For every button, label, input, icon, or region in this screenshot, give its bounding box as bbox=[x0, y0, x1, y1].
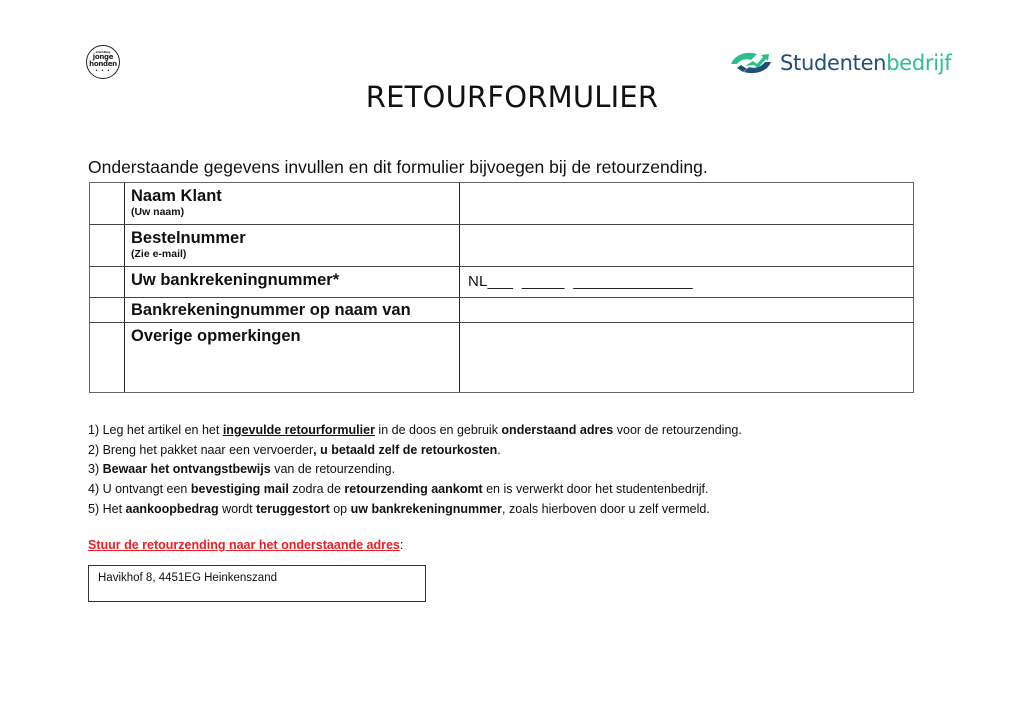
jonge-honden-stamp-logo bbox=[86, 45, 120, 79]
row-index-cell bbox=[90, 225, 125, 266]
send-to-label: Stuur de retourzending naar het onderstaande adres bbox=[88, 538, 400, 552]
field-label: Uw bankrekeningnummer* bbox=[131, 271, 340, 289]
instruction-list bbox=[88, 421, 742, 520]
form-row-bank-account bbox=[90, 267, 913, 298]
iban-placeholder: NL___ _____ ______________ bbox=[468, 273, 693, 290]
return-form-table bbox=[89, 182, 914, 393]
return-address-box: Havikhof 8, 4451EG Heinkenszand bbox=[88, 565, 426, 602]
field-label: Bankrekeningnummer op naam van bbox=[131, 301, 411, 319]
intro-text: Onderstaande gegevens invullen en dit formulier bijvoegen bij de retourzending. bbox=[88, 157, 708, 177]
stamp-line-1: jonge bbox=[92, 53, 114, 61]
brand-name: Studentenbedrijf bbox=[780, 51, 952, 75]
instruction-step-5: 5) Het aankoopbedrag wordt teruggestort op uw bankrekeningnummer, zoals hierboven door u zelf vermeld. bbox=[88, 501, 710, 516]
stamp-line-2: honden bbox=[89, 60, 117, 68]
instruction-step-1: 1) Leg het artikel en het ingevulde retourformulier in de doos en gebruik onderstaand adres voor de retourzending. bbox=[88, 423, 742, 437]
row-index-cell bbox=[90, 183, 125, 224]
row-label-cell bbox=[124, 323, 460, 392]
form-row-customer-name bbox=[90, 183, 913, 225]
form-row-remarks bbox=[90, 323, 913, 392]
instruction-step-3: 3) Bewaar het ontvangstbewijs van de retourzending. bbox=[88, 462, 396, 477]
field-label: Naam Klant bbox=[131, 187, 222, 205]
send-to-colon: : bbox=[399, 538, 404, 552]
studentenbedrijf-logo bbox=[729, 48, 951, 78]
order-number-field[interactable] bbox=[460, 225, 913, 266]
instruction-step-2: 2) Breng het pakket naar een vervoerder, u betaald zelf de retourkosten. bbox=[88, 442, 501, 457]
row-index-cell bbox=[90, 267, 125, 297]
stamp-small-text: stichting bbox=[95, 50, 111, 54]
row-label-cell bbox=[124, 267, 460, 297]
row-label-cell bbox=[124, 298, 460, 322]
handshake-arrow-logo-icon bbox=[729, 50, 773, 76]
send-to-heading bbox=[88, 538, 403, 552]
bank-account-field[interactable] bbox=[460, 267, 913, 297]
account-holder-field[interactable] bbox=[460, 298, 913, 322]
field-label: Bestelnummer bbox=[131, 229, 246, 247]
instruction-step-4: 4) U ontvangt een bevestiging mail zodra de retourzending aankomt en is verwerkt door het studentenbedrijf. bbox=[88, 482, 709, 497]
page-title: RETOURFORMULIER bbox=[365, 80, 659, 114]
stamp-dots: • • • bbox=[95, 68, 111, 73]
row-label-cell bbox=[124, 183, 460, 224]
customer-name-field[interactable] bbox=[460, 183, 913, 224]
row-index-cell bbox=[90, 323, 125, 392]
field-sublabel: (Uw naam) bbox=[131, 206, 185, 218]
field-label: Overige opmerkingen bbox=[131, 327, 301, 345]
form-row-account-holder bbox=[90, 298, 913, 323]
row-label-cell bbox=[124, 225, 460, 266]
row-index-cell bbox=[90, 298, 125, 322]
field-sublabel: (Zie e-mail) bbox=[131, 248, 187, 260]
remarks-field[interactable] bbox=[460, 323, 913, 392]
form-row-order-number bbox=[90, 225, 913, 267]
